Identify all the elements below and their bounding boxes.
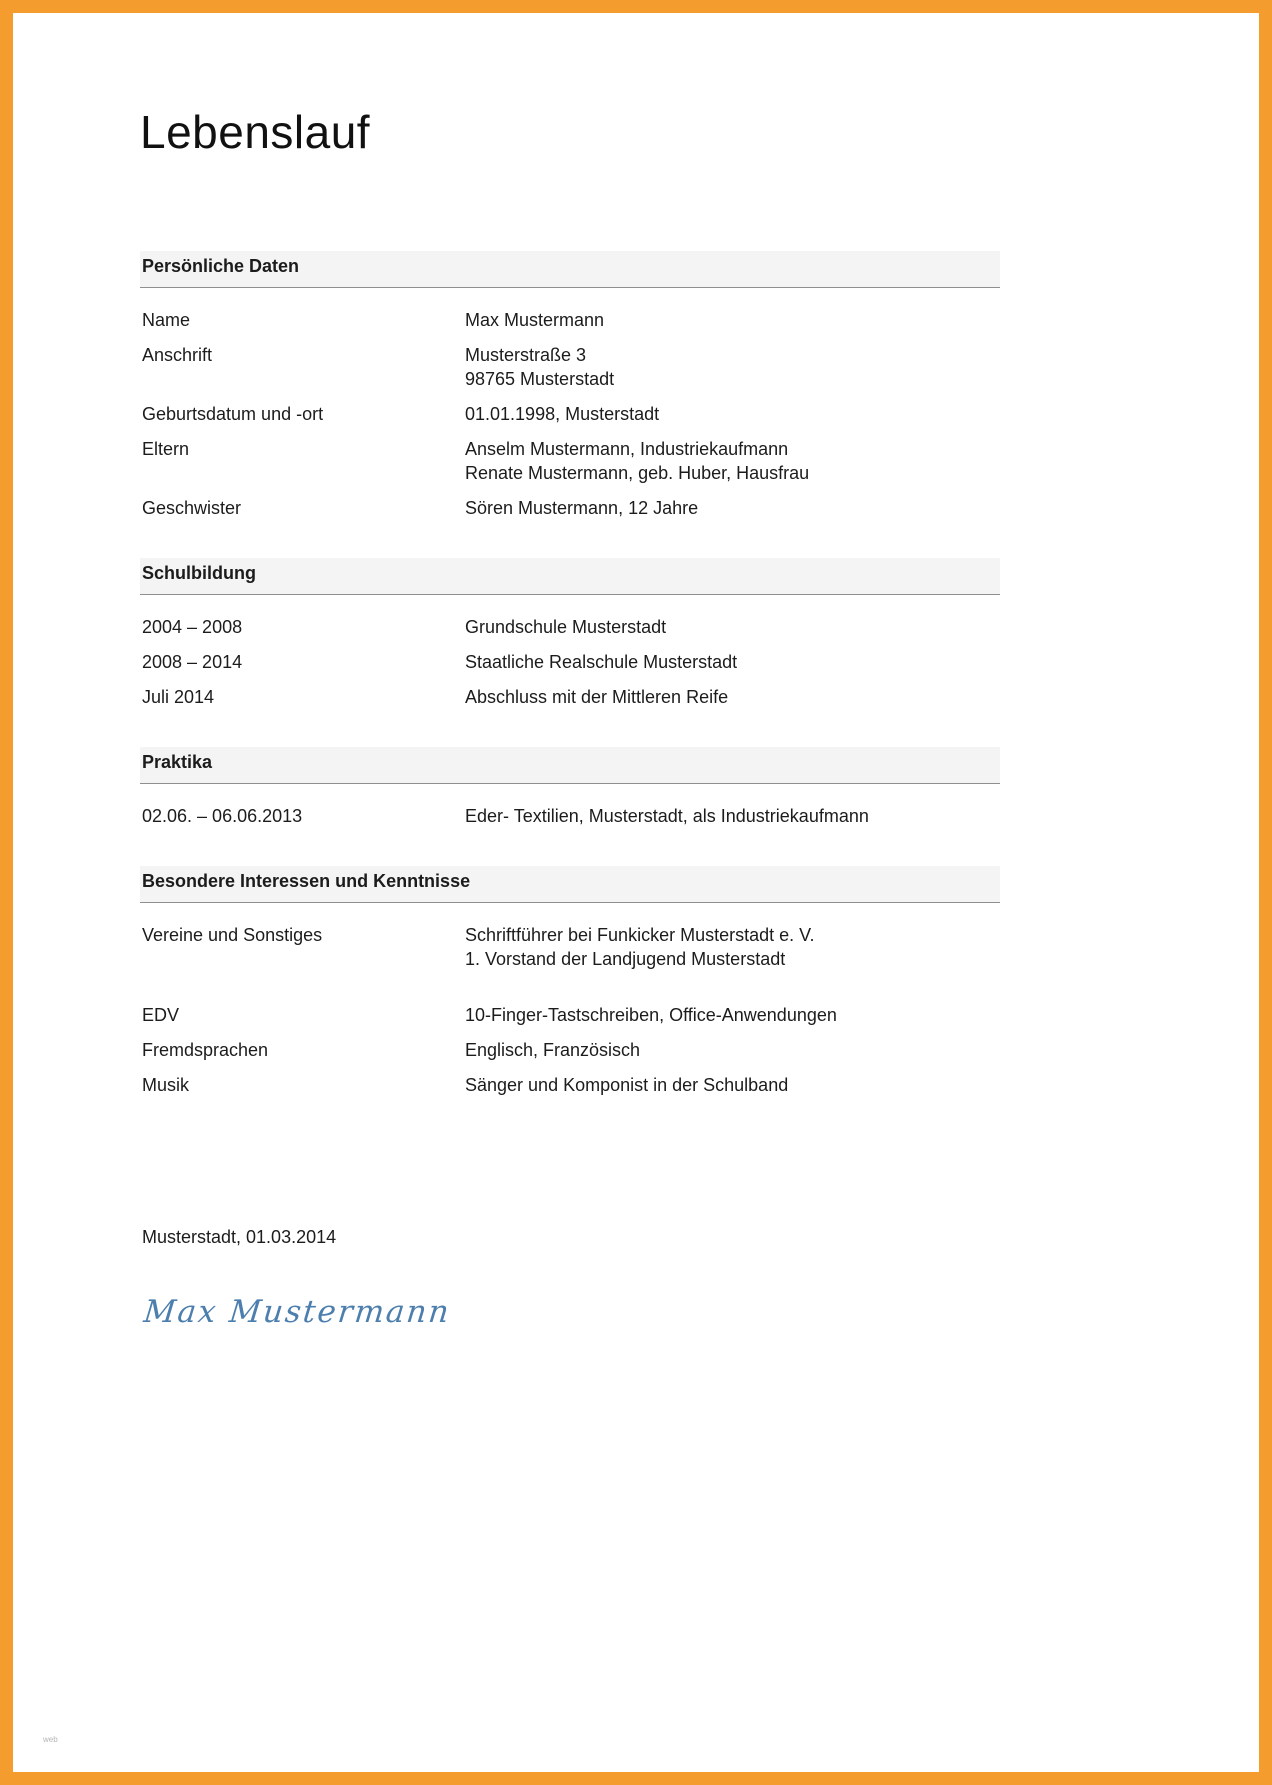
table-row (140, 1038, 1000, 1062)
table-row (140, 1003, 1000, 1027)
section-interessen (140, 866, 1000, 1097)
row-value-line: Max Mustermann (465, 310, 605, 330)
row-label: EDV (142, 1005, 180, 1025)
row-value-line: Schriftführer bei Funkicker Musterstadt e. V. (465, 925, 815, 945)
row-value (465, 804, 1000, 828)
section-praktika (140, 747, 1000, 828)
place-and-date: Musterstadt, 01.03.2014 (142, 1227, 337, 1247)
row-label: Juli 2014 (142, 687, 215, 707)
row-value (465, 685, 1000, 709)
row-value (465, 1003, 1000, 1027)
row-label: Musik (142, 1075, 190, 1095)
row-value-line: Musterstraße 3 (465, 345, 587, 365)
section-heading: Praktika (140, 747, 1000, 784)
row-value (465, 437, 1000, 485)
table-row (140, 1073, 1000, 1097)
table-row (140, 343, 1000, 391)
row-value-line: Anselm Mustermann, Industriekaufmann (465, 439, 789, 459)
row-value (465, 308, 1000, 332)
watermark: web (43, 1735, 58, 1744)
row-value-line: 01.01.1998, Musterstadt (465, 404, 660, 424)
table-row (140, 923, 1000, 971)
row-label: Vereine und Sonstiges (142, 925, 323, 945)
row-value-line: Sänger und Komponist in der Schulband (465, 1075, 789, 1095)
table-row (140, 308, 1000, 332)
row-value-line: Grundschule Musterstadt (465, 617, 667, 637)
page-title: Lebenslauf (140, 106, 371, 158)
table-row (140, 496, 1000, 520)
row-value (465, 923, 1000, 971)
table-row (140, 437, 1000, 485)
table-row (140, 402, 1000, 426)
row-label: Fremdsprachen (142, 1040, 269, 1060)
row-value-line: Sören Mustermann, 12 Jahre (465, 498, 699, 518)
row-label: 2004 – 2008 (142, 617, 243, 637)
section-heading: Besondere Interessen und Kenntnisse (140, 866, 1000, 903)
section-rows (140, 804, 1000, 828)
table-row (140, 615, 1000, 639)
table-row (140, 804, 1000, 828)
row-value (465, 402, 1000, 426)
section-heading: Persönliche Daten (140, 251, 1000, 288)
row-value-line: Englisch, Französisch (465, 1040, 641, 1060)
row-label: Eltern (142, 439, 190, 459)
row-label: 2008 – 2014 (142, 652, 243, 672)
row-value (465, 650, 1000, 674)
row-value (465, 1038, 1000, 1062)
section-heading: Schulbildung (140, 558, 1000, 595)
row-label: Geschwister (142, 498, 242, 518)
table-row (140, 685, 1000, 709)
section-schulbildung (140, 558, 1000, 709)
section-rows (140, 923, 1000, 1097)
row-value (465, 343, 1000, 391)
row-label: Geburtsdatum und -ort (142, 404, 324, 424)
row-label: 02.06. – 06.06.2013 (142, 806, 303, 826)
signature: Max Mustermann (142, 1294, 453, 1330)
row-value-line: 10-Finger-Tastschreiben, Office-Anwendungen (465, 1005, 837, 1025)
row-value-line: Renate Mustermann, geb. Huber, Hausfrau (465, 463, 810, 483)
row-value-line: 98765 Musterstadt (465, 369, 615, 389)
table-row (140, 650, 1000, 674)
row-value (465, 1073, 1000, 1097)
row-value-line: 1. Vorstand der Landjugend Musterstadt (465, 949, 786, 969)
document-content (140, 13, 1000, 1330)
row-label: Anschrift (142, 345, 213, 365)
row-label: Name (142, 310, 191, 330)
section-persoenliche-daten (140, 251, 1000, 520)
section-rows (140, 615, 1000, 709)
row-value-line: Staatliche Realschule Musterstadt (465, 652, 738, 672)
section-rows (140, 308, 1000, 520)
row-value (465, 615, 1000, 639)
row-value (465, 496, 1000, 520)
row-value-line: Abschluss mit der Mittleren Reife (465, 687, 729, 707)
row-value-line: Eder- Textilien, Musterstadt, als Industriekaufmann (465, 806, 869, 826)
